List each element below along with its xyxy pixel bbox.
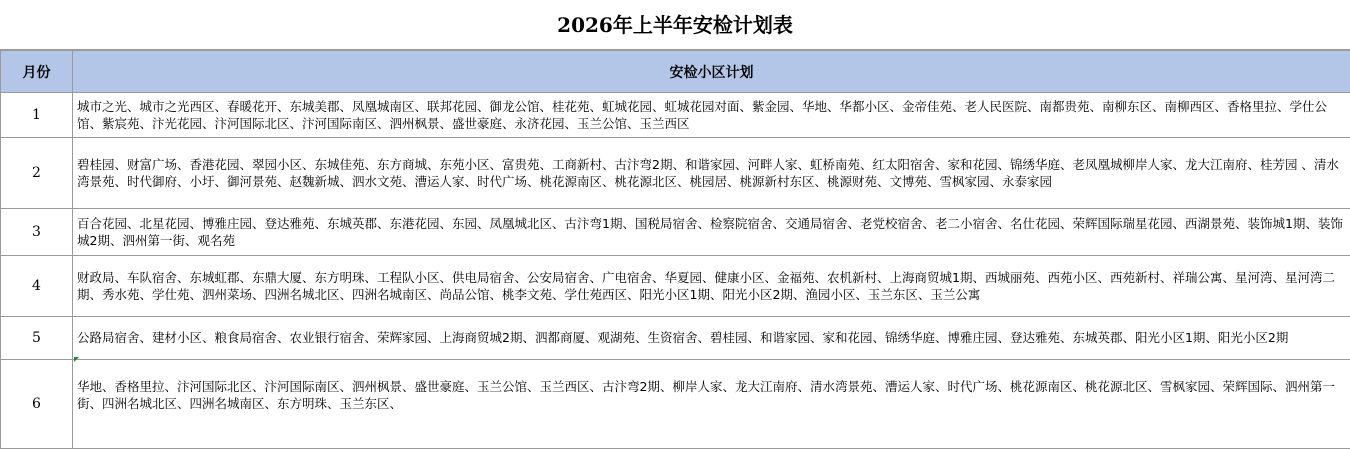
plan-cell[interactable]: 华地、香格里拉、汴河国际北区、汴河国际南区、泗州枫景、盛世豪庭、玉兰公馆、玉兰西区、古汴弯2期、柳岸人家、龙大江南府、清水湾景苑、漕运人家、时代广场、桃花源南区、桃花源北区、雪枫家园、荣辉国际、泗州第一街、四洲名城北区、四洲名城南区、东方明珠、玉兰东区、	[73, 360, 1350, 449]
plan-cell[interactable]: 财政局、车队宿舍、东城虹郡、东鼎大厦、东方明珠、工程队小区、供电局宿舍、公安局宿舍、广电宿舍、华夏园、健康小区、金福苑、农机新村、上海商贸城1期、西城丽苑、西苑小区、西苑新村、祥瑞公寓、星河湾、星河湾二期、秀水苑、学仕苑、泗州菜场、四洲名城北区、四洲名城南区、尚品公馆、桃李文苑、学仕苑西区、阳光小区1期、阳光小区2期、渔园小区、玉兰东区、玉兰公寓	[73, 256, 1350, 317]
table-row	[1, 360, 1350, 449]
month-header: 月份	[1, 51, 73, 93]
month-cell[interactable]: 5	[1, 317, 73, 360]
plan-cell[interactable]: 百合花园、北星花园、博雅庄园、登达雅苑、东城英郡、东港花园、东园、凤凰城北区、古汴弯1期、国税局宿舍、检察院宿舍、交通局宿舍、老党校宿舍、老二小宿舍、名仕花园、荣辉国际瑞星花园、西湖景苑、装饰城1期、装饰城2期、泗州第一街、观名苑	[73, 209, 1350, 256]
table-row	[1, 256, 1350, 317]
month-cell[interactable]: 1	[1, 93, 73, 138]
inspection-plan-table	[0, 50, 1350, 449]
month-cell[interactable]: 2	[1, 138, 73, 209]
month-cell[interactable]: 3	[1, 209, 73, 256]
month-cell[interactable]: 4	[1, 256, 73, 317]
plan-cell[interactable]: 碧桂园、财富广场、香港花园、翠园小区、东城佳苑、东方商城、东苑小区、富贵苑、工商新村、古汴弯2期、和谐家园、河畔人家、虹桥南苑、红太阳宿舍、家和花园、锦绣华庭、老凤凰城柳岸人家、龙大江南府、桂芳园 、清水湾景苑、时代御府、小圩、御河景苑、赵魏新城、泗水文苑、漕运人家、时代广场、桃花源南区、桃花源北区、桃园居、桃源新村东区、桃源财苑、文博苑、雪枫家园、永泰家园	[73, 138, 1350, 209]
plan-cell[interactable]: 城市之光、城市之光西区、春暖花开、东城美郡、凤凰城南区、联邦花园、御龙公馆、桂花苑、虹城花园、虹城花园对面、紫金园、华地、华都小区、金帝佳苑、老人民医院、南都贵苑、南柳东区、南柳西区、香格里拉、学仕公馆、紫宸苑、汴光花园、汴河国际北区、汴河国际南区、泗州枫景、盛世豪庭、永济花园、玉兰公馆、玉兰西区	[73, 93, 1350, 138]
plan-header: 安检小区计划	[73, 51, 1350, 93]
table-row	[1, 93, 1350, 138]
month-cell[interactable]: 6	[1, 360, 73, 449]
plan-cell[interactable]: 公路局宿舍、建材小区、粮食局宿舍、农业银行宿舍、荣辉家园、上海商贸城2期、泗都商厦、观湖苑、生资宿舍、碧桂园、和谐家园、家和花园、锦绣华庭、博雅庄园、登达雅苑、东城英郡、阳光小区1期、阳光小区2期	[73, 317, 1350, 360]
table-row	[1, 317, 1350, 360]
header-row	[1, 51, 1350, 93]
sheet-title: 2026年上半年安检计划表	[0, 0, 1350, 50]
cell-comment-marker	[74, 357, 79, 362]
table-row	[1, 209, 1350, 256]
table-row	[1, 138, 1350, 209]
